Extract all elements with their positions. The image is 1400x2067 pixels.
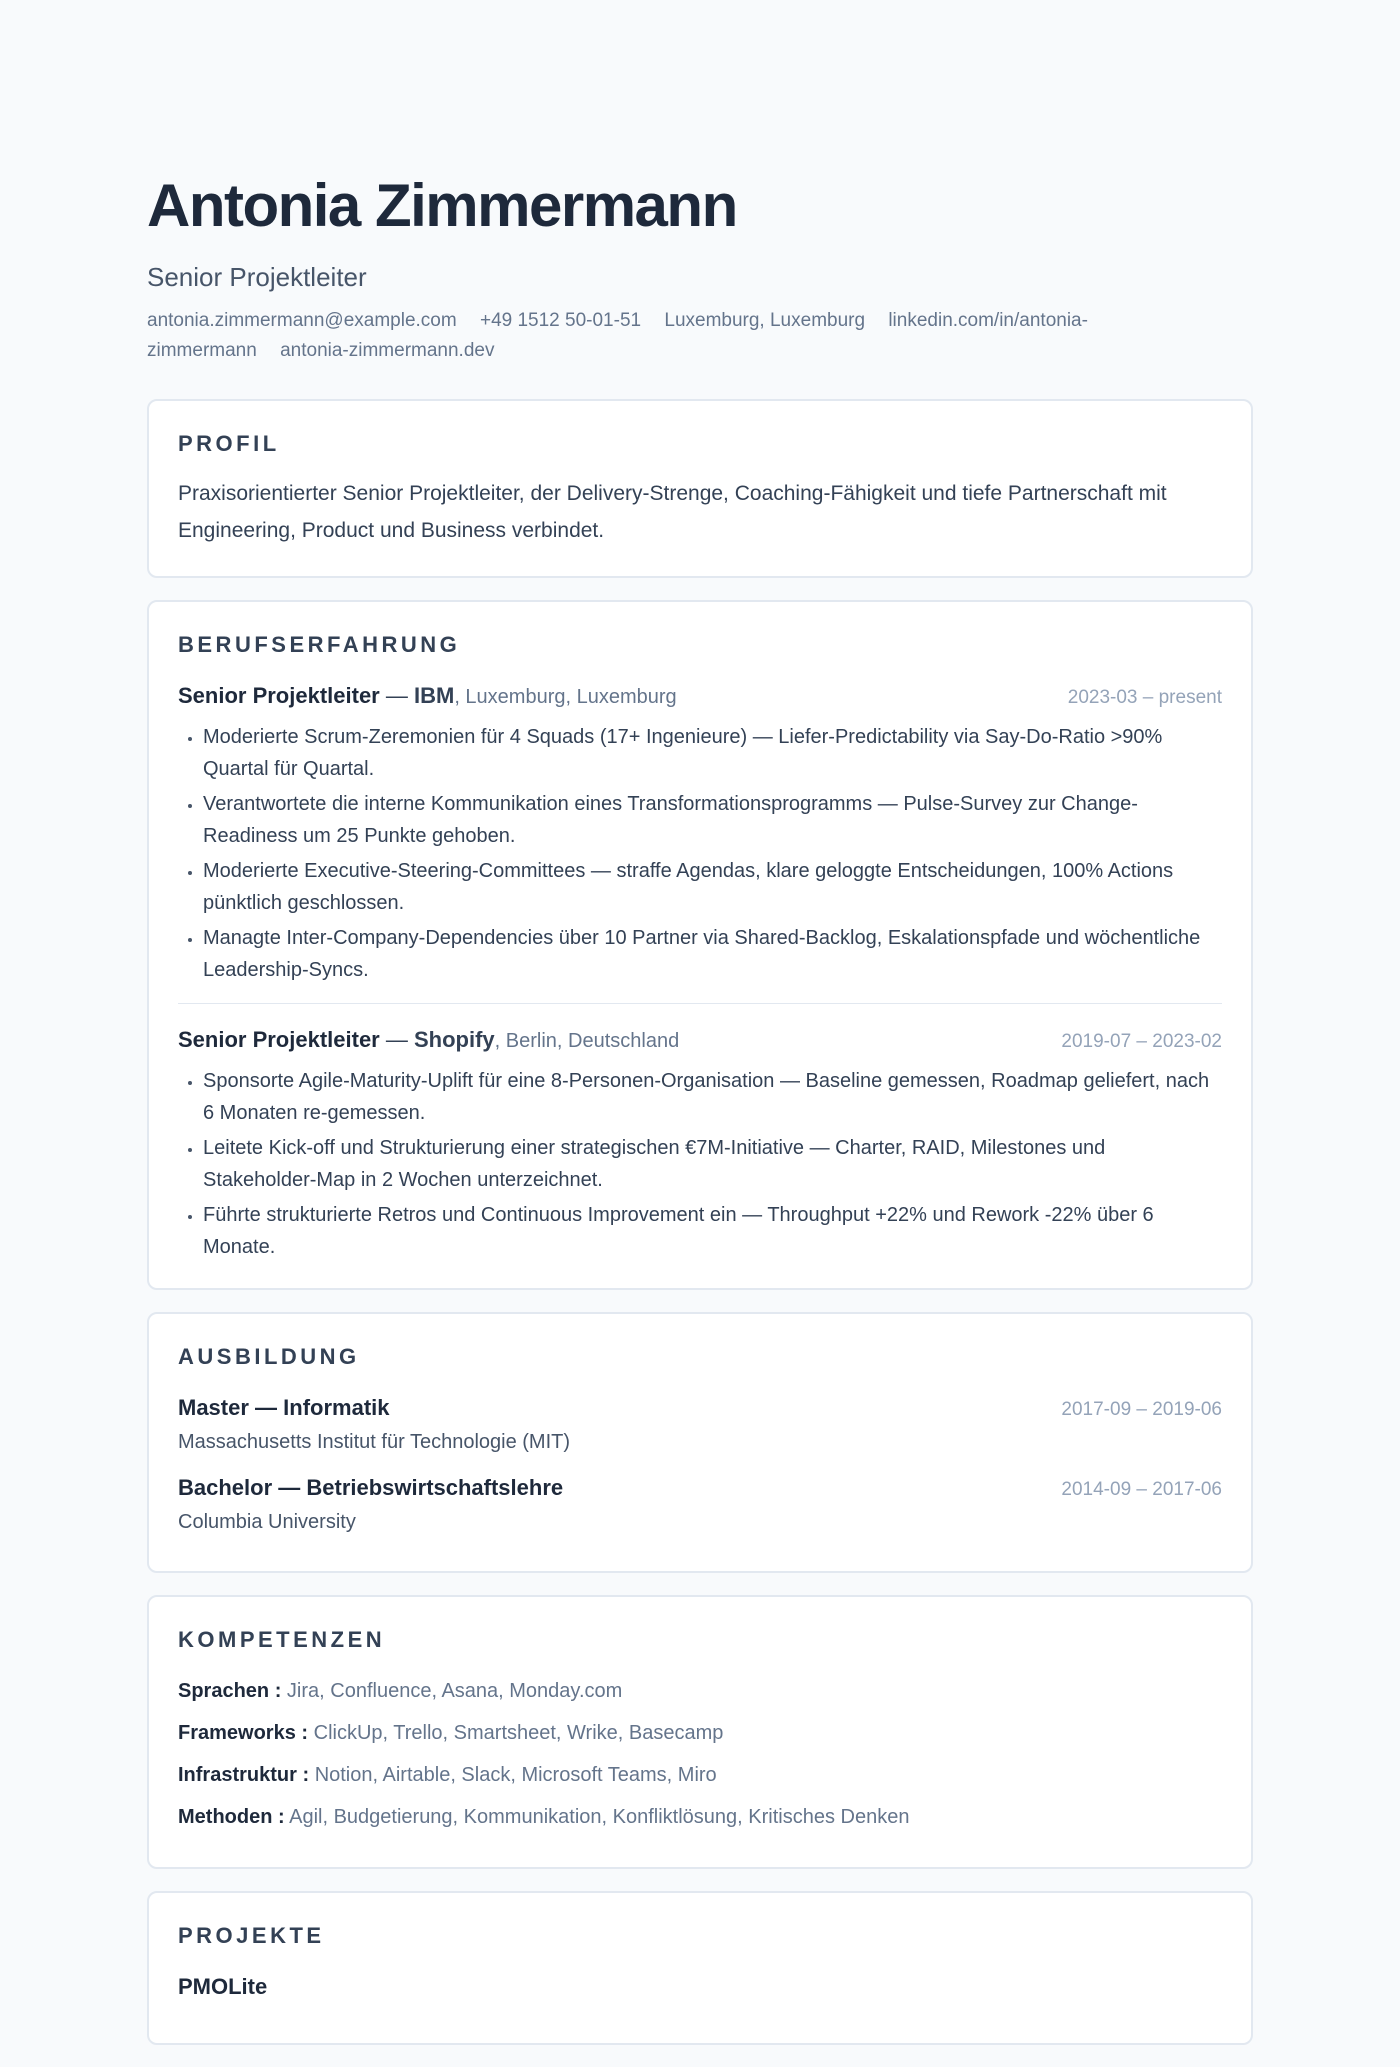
job-header <box>178 680 1222 714</box>
skill-label: Methoden : <box>178 1806 285 1828</box>
job-location: , Luxemburg, Luxemburg <box>454 686 677 708</box>
education-section <box>147 1312 1253 1573</box>
job-bullet: • Sponsorte Agile-Maturity-Uplift für eine 8-Personen-Organisation — Baseline gemessen, Roadmap geliefert, nach 6 Monaten re-gemessen. <box>203 1065 1222 1129</box>
section-title-experience: BERUFSERFAHRUNG <box>178 632 461 657</box>
education-header <box>178 1392 1222 1426</box>
skill-value: Notion, Airtable, Slack, Microsoft Teams, Miro <box>314 1764 717 1786</box>
job-location: , Berlin, Deutschland <box>494 1030 680 1052</box>
education-entry <box>178 1472 1222 1538</box>
experience-section <box>147 600 1253 1290</box>
skill-value: Jira, Confluence, Asana, Monday.com <box>286 1680 623 1702</box>
candidate-role: Senior Projektleiter <box>147 262 367 292</box>
job-title: Senior Projektleiter <box>178 683 380 708</box>
job-dates: 2023-03 – present <box>1067 687 1222 708</box>
section-title-education: AUSBILDUNG <box>178 1344 360 1369</box>
skills-section <box>147 1595 1253 1869</box>
skill-value: ClickUp, Trello, Smartsheet, Wrike, Basecamp <box>313 1722 724 1744</box>
job-entry <box>178 1024 1222 1263</box>
skill-row <box>178 1801 1222 1833</box>
contact-line <box>147 306 1147 366</box>
candidate-name: Antonia Zimmermann <box>147 172 737 239</box>
job-entry <box>178 680 1222 986</box>
education-dates: 2014-09 – 2017-06 <box>1061 1479 1222 1500</box>
education-header <box>178 1472 1222 1506</box>
profile-text: Praxisorientierter Senior Projektleiter, der Delivery-Strenge, Coaching-Fähigkeit und tiefe Partnerschaft mit Engineering, Product und Business verbindet. <box>178 482 1167 542</box>
projects-section <box>147 1891 1253 2045</box>
profile-section <box>147 399 1253 578</box>
job-bullets <box>178 721 1222 986</box>
skill-row <box>178 1759 1222 1791</box>
job-dates: 2019-07 – 2023-02 <box>1061 1031 1222 1052</box>
job-bullet: • Moderierte Scrum-Zeremonien für 4 Squads (17+ Ingenieure) — Liefer-Predictability via Say-Do-Ratio >90% Quartal für Quartal. <box>203 721 1222 785</box>
job-bullets <box>178 1065 1222 1263</box>
job-bullet: • Führte strukturierte Retros und Continuous Improvement ein — Throughput +22% und Rework -22% über 6 Monate. <box>203 1199 1222 1263</box>
education-dates: 2017-09 – 2019-06 <box>1061 1399 1222 1420</box>
contact-phone[interactable]: +49 1512 50-01-51 <box>479 310 642 331</box>
skill-label: Sprachen : <box>178 1680 282 1702</box>
job-divider <box>178 1003 1222 1004</box>
job-bullet: • Managte Inter-Company-Dependencies über 10 Partner via Shared-Backlog, Eskalationspfade und wöchentliche Leadership-Syncs. <box>203 922 1222 986</box>
contact-location: Luxemburg, Luxemburg <box>664 310 866 331</box>
job-bullet: • Moderierte Executive-Steering-Committees — straffe Agendas, klare geloggte Entscheidungen, 100% Actions pünktlich geschlossen. <box>203 855 1222 919</box>
skill-label: Frameworks : <box>178 1722 309 1744</box>
job-bullet: • Verantwortete die interne Kommunikation eines Transformationsprogramms — Pulse-Survey zur Change-Readiness um 25 Punkte gehoben. <box>203 788 1222 852</box>
project-name: PMOLite <box>178 1974 268 1999</box>
skill-label: Infrastruktur : <box>178 1764 310 1786</box>
job-title: Senior Projektleiter <box>178 1027 380 1052</box>
job-separator: — <box>379 683 414 708</box>
skill-row <box>178 1675 1222 1707</box>
section-title-skills: KOMPETENZEN <box>178 1627 386 1652</box>
contact-email[interactable]: antonia.zimmermann@example.com <box>147 310 457 331</box>
skill-value: Agil, Budgetierung, Kommunikation, Konfliktlösung, Kritisches Denken <box>289 1806 910 1828</box>
resume-content <box>147 170 1253 2067</box>
job-company: IBM <box>413 683 455 708</box>
contact-linkedin[interactable]: linkedin.com/in/antonia-zimmermann <box>147 310 1088 361</box>
contact-website[interactable]: antonia-zimmermann.dev <box>280 340 495 361</box>
education-entry <box>178 1392 1222 1458</box>
education-school: Massachusetts Institut für Technologie (MIT) <box>178 1431 571 1453</box>
skill-row <box>178 1717 1222 1749</box>
section-title-projects: PROJEKTE <box>178 1923 325 1948</box>
job-bullet: • Leitete Kick-off und Strukturierung einer strategischen €7M-Initiative — Charter, RAID, Milestones und Stakeholder-Map in 2 Wochen unterzeichnet. <box>203 1132 1222 1196</box>
job-company: Shopify <box>413 1027 495 1052</box>
section-title-profile: PROFIL <box>178 431 280 456</box>
education-school: Columbia University <box>178 1511 356 1533</box>
job-separator: — <box>379 1027 414 1052</box>
education-degree: Bachelor — Betriebswirtschaftslehre <box>178 1475 564 1500</box>
education-degree: Master — Informatik <box>178 1395 390 1420</box>
job-header <box>178 1024 1222 1058</box>
